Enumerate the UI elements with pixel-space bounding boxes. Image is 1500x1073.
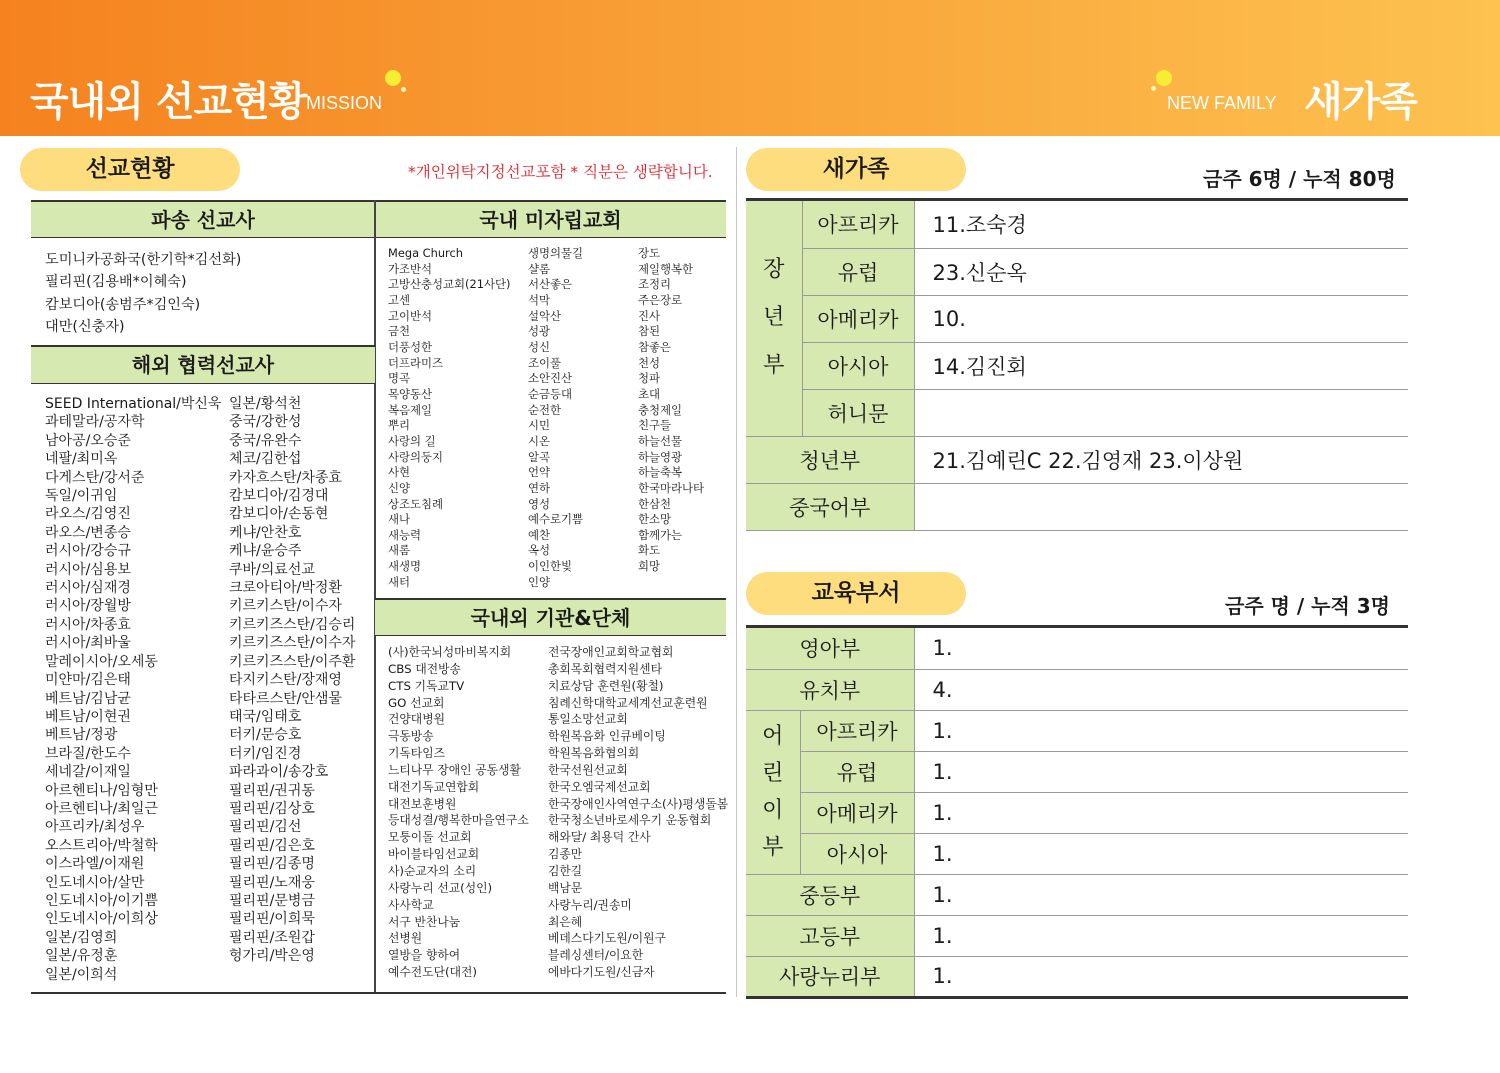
row-value: 1. — [914, 915, 1408, 956]
list-item: 독일/이귀임 — [45, 488, 118, 505]
list-item: 학원복음화협의회 — [548, 746, 640, 761]
list-item: 사)순교자의 소리 — [388, 863, 477, 878]
list-item: 통일소망선교회 — [548, 712, 628, 727]
list-item: 신양 — [388, 480, 411, 495]
list-item: 초대 — [638, 386, 661, 401]
row-label: 중국어부 — [746, 483, 914, 530]
list-item: 헝가리/박은영 — [229, 948, 315, 965]
list-item: 일본/유정훈 — [45, 948, 118, 965]
list-item: 라오스/김영진 — [45, 506, 131, 523]
list-item: 김한길 — [548, 863, 583, 878]
row-value: 1. — [914, 956, 1408, 997]
row-value: 1. — [914, 628, 1408, 669]
partner-list-col1 — [45, 395, 221, 984]
list-item: 한국청소년바로세우기 운동협회 — [548, 813, 712, 828]
list-item: 인양 — [528, 574, 551, 589]
table-row — [746, 915, 1408, 956]
list-item: 알곡 — [528, 449, 551, 464]
list-item: 시민 — [528, 418, 551, 433]
row-label: 허니문 — [802, 389, 914, 436]
row-value: 1. — [914, 792, 1408, 833]
list-item: 베트남/정광 — [45, 727, 118, 744]
list-item: 라오스/변종승 — [45, 524, 131, 541]
list-item: 사랑의둥지 — [388, 449, 444, 464]
row-label: 영아부 — [746, 628, 914, 669]
list-item: 한국오엠국제선교회 — [548, 779, 651, 794]
list-item: 선병원 — [388, 931, 423, 946]
list-item: 석막 — [528, 292, 551, 307]
list-item: CBS 대전방송 — [388, 661, 461, 676]
list-item: 러시아/차종효 — [45, 616, 131, 633]
list-item: 등대성결/행복한마을연구소 — [388, 813, 529, 828]
domestic-list-col1 — [388, 246, 510, 590]
list-item: 학원복음화 인큐베이팅 — [548, 729, 666, 744]
list-item: 생명의물길 — [528, 246, 584, 260]
list-item: 필리핀/권귀동 — [229, 782, 315, 799]
list-item: 네팔/최미옥 — [45, 451, 118, 468]
bottom-rule — [31, 992, 726, 994]
list-item: 카자흐스탄/차종효 — [229, 469, 342, 486]
list-item: 필리핀/김상호 — [229, 800, 315, 817]
list-item: 베데스다기도원/이원구 — [548, 931, 666, 946]
list-item: 이스라엘/이재원 — [45, 856, 145, 873]
organization-list-col1 — [388, 644, 529, 981]
list-item: 한삼천 — [638, 496, 672, 511]
page-subtitle: MISSION — [306, 93, 383, 113]
list-item: 터키/문승호 — [229, 727, 302, 744]
list-item: 오스트리아/박철학 — [45, 837, 158, 854]
list-item: 태국/임태호 — [229, 708, 302, 725]
list-item: 러시아/최바울 — [45, 635, 131, 652]
list-item: 제일행복한 — [638, 261, 694, 276]
list-item: 하늘선물 — [638, 433, 683, 448]
list-item: 새생명 — [388, 559, 422, 574]
row-value: 23.신순옥 — [914, 248, 1408, 295]
table-row — [746, 483, 1408, 530]
organization-header: 국내외 기관&단체 — [375, 598, 726, 636]
new-family-stat: 금주 6명 / 누적 80명 — [1203, 167, 1396, 191]
list-item: 사현 — [388, 465, 411, 480]
row-value: 4. — [914, 669, 1408, 710]
list-item: 바이블타임선교회 — [388, 847, 480, 862]
list-item: 열방을 향하여 — [388, 948, 461, 963]
list-item: 과테말라/공자학 — [45, 414, 145, 431]
list-item: 샬롬 — [528, 261, 551, 276]
list-item: 느티나무 장애인 공동생활 — [388, 762, 521, 777]
row-label: 아프리카 — [800, 710, 914, 751]
sent-missionary-header: 파송 선교사 — [31, 200, 375, 238]
list-item: Mega Church — [388, 246, 463, 260]
list-item: 케냐/윤승주 — [229, 543, 302, 560]
partner-missionary-header: 해외 협력선교사 — [31, 345, 375, 384]
row-label: 고등부 — [746, 915, 914, 956]
list-item: 예찬 — [528, 527, 551, 542]
list-item: 소안진산 — [528, 371, 573, 386]
list-item: 대전보훈병원 — [388, 796, 457, 811]
decor-dot-small — [1151, 86, 1156, 91]
list-item: 캄보디아(송범주*김인숙) — [45, 296, 201, 313]
list-item: 영성 — [528, 496, 551, 511]
list-item: 브라질/한도수 — [45, 745, 131, 762]
row-value: 21.김예린C 22.김영재 23.이상원 — [914, 436, 1408, 483]
list-item: 사랑누리 선교(성인) — [388, 880, 493, 895]
list-item: 하늘축복 — [638, 465, 683, 480]
table-row — [746, 295, 1408, 342]
list-item: 고방산충성교회(21사단) — [388, 277, 511, 292]
list-item: 말레이시아/오세동 — [45, 653, 158, 670]
list-item: 필리핀(김용배*이혜숙) — [45, 274, 187, 291]
list-item: 필리핀/이희묵 — [229, 911, 315, 928]
right-subtitle: NEW FAMILY — [1167, 93, 1277, 113]
mission-pill: 선교현황 — [20, 148, 240, 191]
list-item: 아르헨티나/최일근 — [45, 800, 158, 817]
list-item: 인도네시아/이기쁨 — [45, 892, 158, 909]
youth-group-label — [746, 201, 802, 436]
list-item: 상조도침례 — [388, 496, 444, 511]
row-value: 1. — [914, 833, 1408, 874]
row-value — [914, 483, 1408, 530]
list-item: 인도네시아/이희상 — [45, 911, 158, 928]
table-row — [746, 833, 1408, 874]
list-item: 키르키즈스탄/김승리 — [229, 616, 356, 633]
label-char: 이 — [762, 798, 784, 823]
list-item: 키르키즈스탄/이주환 — [229, 653, 356, 670]
row-label: 유럽 — [802, 248, 914, 295]
right-title: 새가족 — [1304, 79, 1417, 125]
list-item: 필리핀/김선 — [229, 819, 302, 836]
list-item: 키르키스탄/이수자 — [229, 598, 342, 615]
list-item: 청파 — [638, 371, 661, 386]
list-item: 러시아/심재경 — [45, 580, 131, 597]
page-title: 국내외 선교현황 — [30, 79, 307, 125]
label-char: 어 — [762, 724, 784, 749]
list-item: 필리핀/김은호 — [229, 837, 315, 854]
education-table — [746, 628, 1408, 999]
list-item: 천성 — [638, 355, 661, 370]
list-item: 러시아/장월방 — [45, 598, 131, 615]
list-item: 베트남/김남균 — [45, 690, 131, 707]
list-item: 사사학교 — [388, 897, 434, 912]
header-banner — [0, 0, 1500, 136]
row-label: 청년부 — [746, 436, 914, 483]
list-item: 예수로기쁨 — [528, 512, 584, 527]
list-item: 하늘영광 — [638, 449, 683, 464]
list-item: 서구 반찬나눔 — [388, 914, 461, 929]
list-item: 필리핀/노재웅 — [229, 874, 315, 891]
list-item: 타타르스탄/안샘물 — [229, 690, 342, 707]
list-item: 순금등대 — [528, 386, 573, 401]
list-item: 희망 — [638, 559, 661, 574]
list-item: 가조반석 — [388, 261, 433, 276]
row-label: 아시아 — [800, 833, 914, 874]
row-label: 사랑누리부 — [746, 956, 914, 997]
list-item: 금천 — [388, 324, 411, 339]
list-item: 아프리카/최성우 — [45, 819, 145, 836]
list-item: 충청제일 — [638, 402, 683, 417]
list-item: 극동방송 — [388, 729, 434, 744]
new-family-table — [746, 201, 1408, 531]
row-label: 아메리카 — [802, 295, 914, 342]
list-item: 총회목회협력지원센타 — [548, 661, 662, 676]
list-item: 복음제일 — [388, 402, 433, 417]
list-item: 미얀마/김은태 — [45, 672, 131, 689]
list-item: 진사 — [638, 308, 661, 323]
list-item: 더프라미즈 — [388, 355, 444, 370]
list-item: 사랑의 길 — [388, 433, 436, 448]
list-item: 해와달/ 최용덕 간사 — [548, 830, 651, 845]
row-value: 11.조숙경 — [914, 201, 1408, 248]
list-item: 필리핀/문병금 — [229, 892, 315, 909]
list-item: 대만(신충자) — [45, 319, 125, 336]
list-item: 블레싱센터/이요한 — [548, 948, 644, 963]
row-value: 1. — [914, 874, 1408, 915]
page-divider — [736, 147, 737, 997]
decor-dot-small — [401, 87, 406, 92]
list-item: 목양동산 — [388, 386, 433, 401]
list-item: CTS 기독교TV — [388, 678, 465, 693]
row-label: 아시아 — [802, 342, 914, 389]
row-value: 10. — [914, 295, 1408, 342]
table-row — [746, 956, 1408, 997]
list-item: 중국/강한성 — [229, 414, 302, 431]
list-item: GO 선교회 — [388, 695, 445, 710]
list-item: 설악산 — [528, 308, 562, 323]
list-item: 크로아티아/박정환 — [229, 580, 342, 597]
list-item: 일본/이희석 — [45, 966, 118, 983]
list-item: 연하 — [528, 480, 551, 495]
list-item: 친구들 — [638, 418, 672, 433]
list-item: SEED International/박신욱 — [45, 396, 222, 412]
list-item: 중국/유완수 — [229, 432, 302, 449]
list-item: 세네갈/이재일 — [45, 764, 131, 781]
list-item: 캄보디아/김경대 — [229, 488, 329, 505]
list-item: 건양대병원 — [388, 712, 445, 727]
label-char: 린 — [762, 761, 784, 786]
list-item: 전국장애인교회학교협회 — [548, 645, 674, 659]
table-row — [746, 628, 1408, 669]
kids-group-label — [746, 710, 800, 874]
list-item: 성신 — [528, 339, 551, 354]
list-item: 순전한 — [528, 402, 562, 417]
row-value: 14.김진회 — [914, 342, 1408, 389]
list-item: 터키/임진경 — [229, 745, 302, 762]
label-char: 년 — [763, 305, 785, 331]
table-row — [746, 201, 1408, 248]
row-value — [914, 389, 1408, 436]
list-item: 사랑누리/권송미 — [548, 897, 632, 912]
mission-note: *개인위탁지정선교포함 * 직분은 생략합니다. — [408, 163, 713, 181]
list-item: 일본/김영희 — [45, 929, 118, 946]
table-row — [746, 669, 1408, 710]
list-item: 예수전도단(대전) — [388, 965, 477, 980]
column-divider — [374, 200, 376, 994]
list-item: 키르키즈스탄/이수자 — [229, 635, 356, 652]
label-char: 부 — [762, 835, 784, 860]
table-row — [746, 248, 1408, 295]
list-item: 새터 — [388, 574, 411, 589]
list-item: 다게스탄/강서준 — [45, 469, 145, 486]
list-item: 치료상담 훈련원(황철) — [548, 678, 664, 693]
new-family-pill: 새가족 — [746, 148, 966, 191]
list-item: 한국마라나타 — [638, 480, 705, 495]
table-row — [746, 710, 1408, 751]
list-item: 더풍성한 — [388, 339, 433, 354]
list-item: 참된 — [638, 324, 661, 339]
row-label: 아메리카 — [800, 792, 914, 833]
list-item: (사)한국뇌성마비복지회 — [388, 645, 512, 659]
list-item: 서산좋은 — [528, 277, 573, 292]
list-item: 화도 — [638, 543, 661, 558]
list-item: 인도네시아/살만 — [45, 874, 145, 891]
label-char: 부 — [763, 353, 785, 379]
list-item: 백남문 — [548, 880, 583, 895]
list-item: 남아공/오승준 — [45, 432, 131, 449]
list-item: 고이반석 — [388, 308, 433, 323]
list-item: 뿌리 — [388, 418, 411, 433]
list-item: 함께가는 — [638, 527, 683, 542]
list-item: 타지키스탄/장재영 — [229, 672, 342, 689]
row-label: 중등부 — [746, 874, 914, 915]
organization-list-col2 — [548, 644, 728, 981]
list-item: 필리핀/조원갑 — [229, 929, 315, 946]
list-item: 러시아/심용보 — [45, 561, 131, 578]
list-item: 조이풀 — [528, 355, 562, 370]
list-item: 침례신학대학교세계선교훈련원 — [548, 695, 708, 710]
row-label: 유치부 — [746, 669, 914, 710]
list-item: 성광 — [528, 324, 551, 339]
list-item: 케냐/안찬호 — [229, 524, 302, 541]
list-item: 명곡 — [388, 371, 411, 386]
label-char: 장 — [763, 257, 785, 283]
list-item: 고센 — [388, 292, 411, 307]
list-item: 이인한빛 — [528, 559, 573, 574]
row-label: 유럽 — [800, 751, 914, 792]
domestic-list-col3 — [638, 246, 704, 575]
list-item: 쿠바/의료선교 — [229, 561, 315, 578]
row-value: 1. — [914, 710, 1408, 751]
list-item: 필리핀/김종명 — [229, 856, 315, 873]
sent-missionary-list — [45, 249, 241, 339]
domestic-list-col2 — [528, 246, 583, 590]
list-item: 에바다기도원/신금자 — [548, 965, 655, 980]
list-item: 한국선원선교회 — [548, 762, 628, 777]
row-value: 1. — [914, 751, 1408, 792]
table-row — [746, 436, 1408, 483]
list-item: 참좋은 — [638, 339, 672, 354]
decor-dot — [1156, 70, 1172, 86]
list-item: 한국장애인사역연구소(사)평생돌봄 — [548, 796, 729, 811]
list-item: 장도 — [638, 246, 661, 260]
list-item: 김종만 — [548, 847, 583, 862]
list-item: 주은장로 — [638, 292, 683, 307]
partner-list-col2 — [229, 395, 355, 966]
row-label: 아프리카 — [802, 201, 914, 248]
decor-dot — [385, 70, 401, 86]
domestic-church-header: 국내 미자립교회 — [375, 200, 726, 238]
education-stat: 금주 명 / 누적 3명 — [1225, 594, 1390, 618]
list-item: 기독타임즈 — [388, 746, 445, 761]
list-item: 베트남/이현권 — [45, 708, 131, 725]
list-item: 새능력 — [388, 527, 422, 542]
list-item: 언약 — [528, 465, 551, 480]
education-pill: 교육부서 — [746, 572, 966, 615]
list-item: 새롬 — [388, 543, 411, 558]
table-row — [746, 389, 1408, 436]
list-item: 대전기독교연합회 — [388, 779, 480, 794]
list-item: 최은혜 — [548, 914, 583, 929]
list-item: 시온 — [528, 433, 551, 448]
table-row — [746, 792, 1408, 833]
list-item: 한소망 — [638, 512, 672, 527]
table-row — [746, 874, 1408, 915]
list-item: 파라과이/송강호 — [229, 764, 329, 781]
table-row — [746, 751, 1408, 792]
list-item: 러시아/강승규 — [45, 543, 131, 560]
list-item: 체코/김한섭 — [229, 451, 302, 468]
table-row — [746, 342, 1408, 389]
list-item: 아르헨티나/임형만 — [45, 782, 158, 799]
list-item: 모퉁이돌 선교회 — [388, 830, 472, 845]
list-item: 캄보디아/손동현 — [229, 506, 329, 523]
list-item: 조정리 — [638, 277, 672, 292]
list-item: 새나 — [388, 512, 411, 527]
list-item: 옥성 — [528, 543, 551, 558]
list-item: 도미니카공화국(한기학*김선화) — [45, 252, 242, 268]
list-item: 일본/황석천 — [229, 396, 302, 412]
